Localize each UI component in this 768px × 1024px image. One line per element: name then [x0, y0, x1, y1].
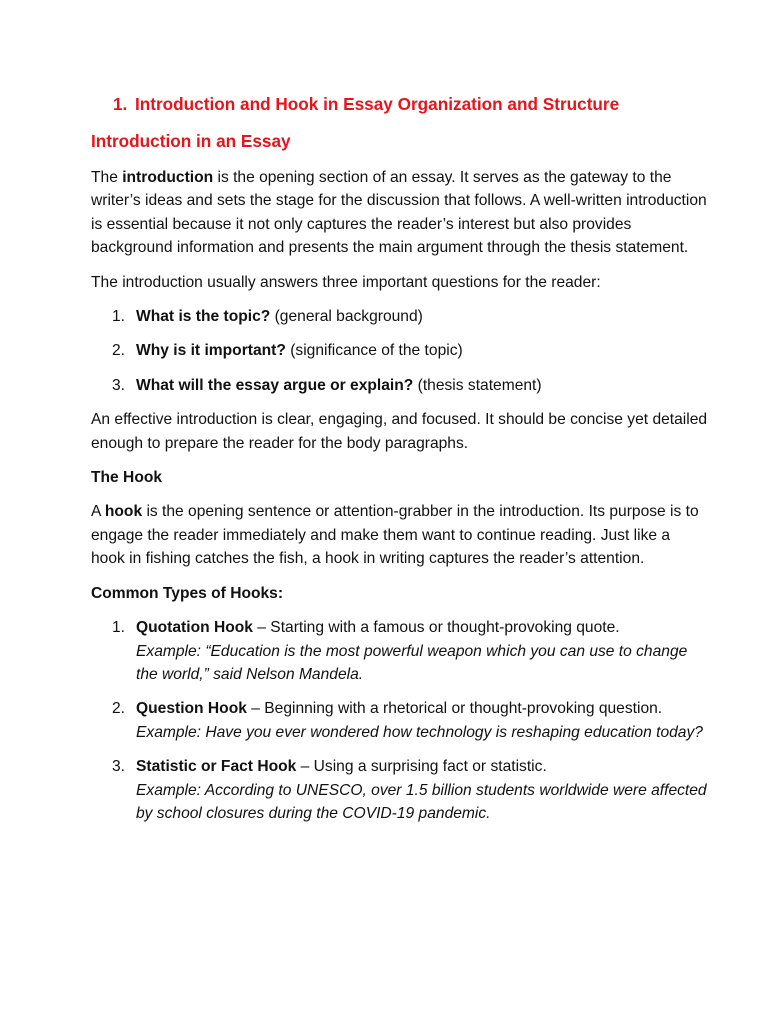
intro-paragraph-3: An effective introduction is clear, engaging, and focused. It should be concise yet detailed enough to prepare the reader for the body paragraphs.	[91, 411, 708, 452]
list-number: 2.	[112, 342, 126, 360]
list-number: 1.	[112, 308, 126, 326]
section-title-hook: The Hook	[91, 469, 163, 487]
question-rest: (significance of the topic)	[285, 342, 463, 360]
hook-p1-post: is the opening sentence or attention-grabber in the introduction. Its purpose is to engage the reader immediately and make them want to continue reading. Just like a hook in fishing catches the fish, a hook in writing captures the reader’s attention.	[91, 503, 699, 568]
question-bold: What will the essay argue or explain?	[136, 376, 414, 394]
section-title-introduction: Introduction in an Essay	[91, 131, 291, 151]
hook-paragraph-1	[91, 500, 708, 570]
intro-p1-post: is the opening section of an essay. It serves as the gateway to the writer’s ideas and sets the stage for the discussion that follows. A well-written introduction is essential because it not only captures the reader’s interest but also provides background information and presents the main argument through the thesis statement.	[91, 169, 707, 257]
hook-type-name: Question Hook	[136, 700, 247, 718]
hook-p1-bold: hook	[104, 503, 143, 521]
hook-types-list	[91, 616, 708, 825]
hook-type-name: Statistic or Fact Hook	[136, 758, 297, 776]
main-heading	[91, 92, 708, 116]
list-item	[91, 697, 708, 744]
hook-type-example: Example: Have you ever wondered how technology is reshaping education today?	[136, 723, 703, 741]
list-item	[91, 339, 708, 362]
hook-type-desc: – Using a surprising fact or statistic.	[296, 758, 547, 776]
hook-type-desc: – Starting with a famous or thought-provoking quote.	[252, 619, 620, 637]
hook-types-title: Common Types of Hooks:	[91, 584, 284, 602]
hook-type-desc: – Beginning with a rhetorical or thought-provoking question.	[246, 700, 663, 718]
hook-type-example: Example: “Education is the most powerful weapon which you can use to change the world,” said Nelson Mandela.	[136, 642, 688, 683]
list-number: 2.	[112, 700, 126, 718]
list-number: 1.	[112, 619, 126, 637]
hook-p1-pre: A	[91, 503, 105, 521]
hook-type-example: Example: According to UNESCO, over 1.5 billion students worldwide were affected by school closures during the COVID-19 pandemic.	[136, 781, 707, 822]
list-item	[91, 755, 708, 825]
question-bold: Why is it important?	[136, 342, 286, 360]
intro-p1-bold: introduction	[122, 169, 214, 186]
hook-type-name: Quotation Hook	[136, 619, 253, 637]
list-number: 3.	[112, 758, 126, 776]
question-rest: (thesis statement)	[413, 376, 542, 394]
list-item	[91, 616, 708, 686]
intro-p1-pre: The	[91, 169, 123, 186]
intro-paragraph-2: The introduction usually answers three important questions for the reader:	[91, 273, 601, 291]
main-heading-number: 1.	[113, 94, 128, 114]
list-number: 3.	[112, 376, 126, 394]
question-bold: What is the topic?	[136, 308, 271, 326]
question-rest: (general background)	[270, 308, 423, 326]
list-item	[91, 374, 708, 397]
questions-list	[91, 305, 708, 397]
intro-paragraph-1	[91, 166, 708, 260]
main-heading-text: Introduction and Hook in Essay Organization and Structure	[135, 94, 620, 114]
list-item	[91, 305, 708, 328]
